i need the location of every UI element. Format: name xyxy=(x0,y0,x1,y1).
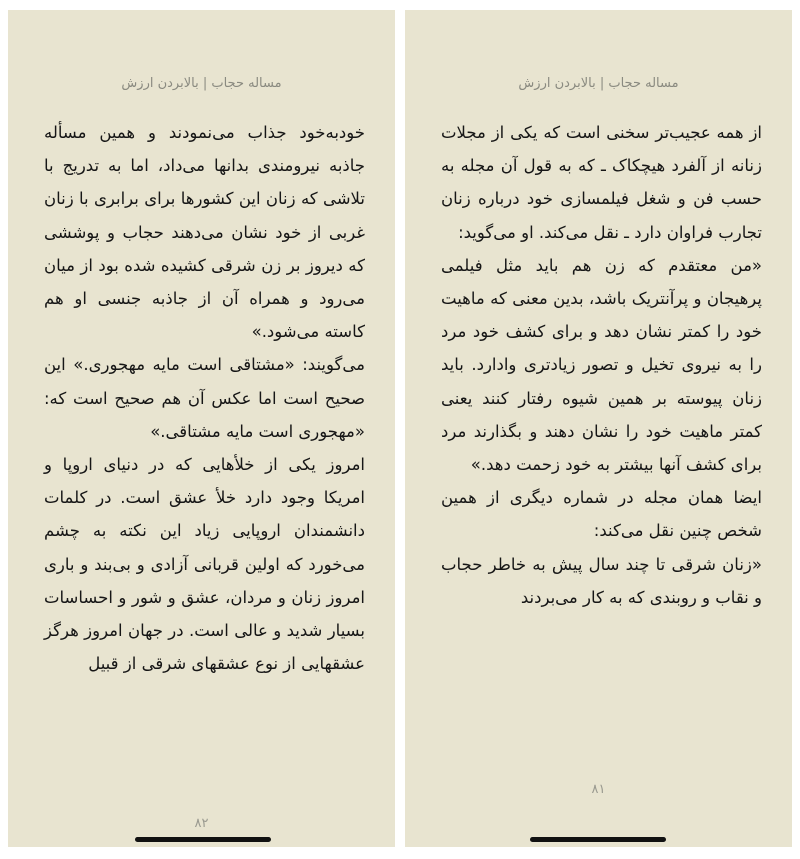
home-indicator[interactable] xyxy=(135,837,271,842)
paragraph: «زنان شرقی تا چند سال پیش به خاطر حجاب و نقاب و روبندی که به کار می‌بردند xyxy=(441,554,762,607)
page-number: ۸۲ xyxy=(194,816,209,831)
paragraph: ایضا همان مجله در شماره دیگری از همین شخص چنین نقل می‌کند: xyxy=(441,488,762,541)
paragraph: از همه عجیب‌تر سخنی است که یکی از مجلات زنانه از آلفرد هیچکاک ـ که به قول آن مجله به حسب فن و شغل فیلمسازی خود درباره زنان تجارب فراوان دارد ـ نقل می‌کند. او می‌گوید: xyxy=(441,123,762,242)
page-body-text xyxy=(441,116,762,614)
page-right[interactable] xyxy=(405,10,792,847)
paragraph: می‌گویند: «مشتاقی است مایه مهجوری.» این صحیح است اما عکس آن هم صحیح است که: «مهجوری است مایه مشتاقی.» xyxy=(44,355,365,441)
paragraph: امروز یکی از خلأهایی که در دنیای اروپا و امریکا وجود دارد خلأ عشق است. در کلمات دانشمندان اروپایی زیاد این نکته به چشم می‌خورد که اولین قربانی آزادی و بی‌بند و باری امروز زنان و مردان، عشق و شور و احساسات بسیار شدید و عالی است. در جهان امروز هرگز عشقهایی از نوع عشقهای شرقی از قبیل xyxy=(44,455,365,674)
page-body-text xyxy=(44,116,365,680)
page-left[interactable] xyxy=(8,10,395,847)
page-number: ۸۱ xyxy=(591,782,606,797)
paragraph: خودبه‌خود جذاب می‌نمودند و همین مسأله جاذبه نیرومندی بدانها می‌داد، اما به تدریج با تلاشی که زنان این کشورها برای برابری با زنان غربی از خود نشان می‌دهند حجاب و پوششی که دیروز بر زن شرقی کشیده شده بود از میان می‌رود و همراه آن از جاذبه جنسی او هم کاسته می‌شود.» xyxy=(44,123,365,342)
paragraph: «من معتقدم که زن هم باید مثل فیلمی پرهیجان و پرآنتریک باشد، بدین معنی که ماهیت خود را کمتر نشان دهد و برای کشف خود مرد را به نیروی تخیل و تصور زیادتری وادارد. باید زنان پیوسته بر همین شیوه رفتار کنند یعنی کمتر ماهیت خود را نشان دهند و بگذارند مرد برای کشف آنها بیشتر به خود زحمت دهد.» xyxy=(441,255,762,475)
running-header: مساله حجاب | بالابردن ارزش xyxy=(121,76,282,91)
home-indicator[interactable] xyxy=(530,837,666,842)
running-header: مساله حجاب | بالابردن ارزش xyxy=(518,76,679,91)
